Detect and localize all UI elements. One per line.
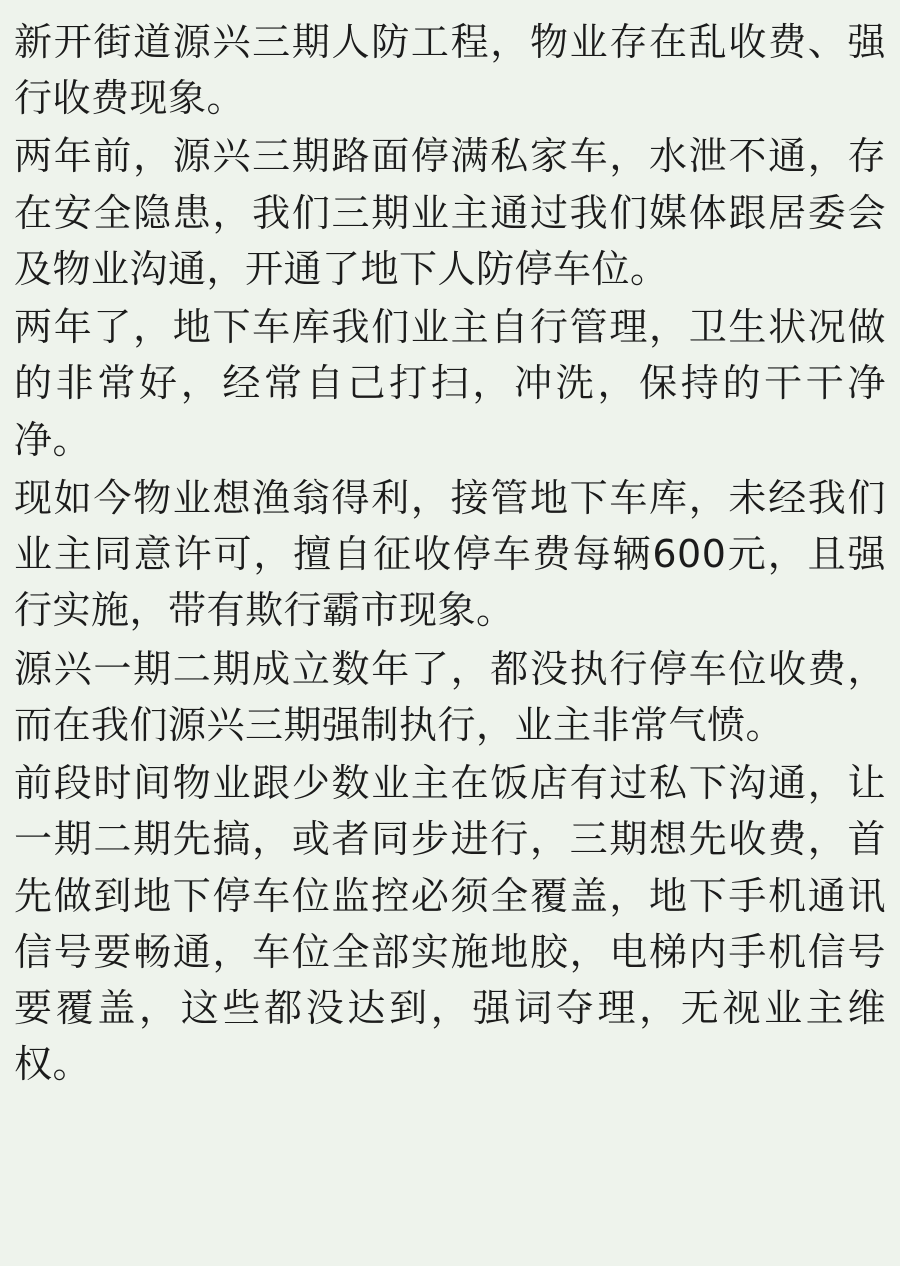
document-body (14, 14, 886, 1092)
paragraph: 新开街道源兴三期人防工程，物业存在乱收费、强行收费现象。 (14, 20, 886, 121)
paragraph: 现如今物业想渔翁得利，接管地下车库，未经我们业主同意许可，擅自征收停车费每辆600元，且强行实施，带有欺行霸市现象。 (14, 475, 886, 633)
paragraph: 两年前，源兴三期路面停满私家车，水泄不通，存在安全隐患，我们三期业主通过我们媒体跟居委会及物业沟通，开通了地下人防停车位。 (14, 134, 886, 291)
paragraph: 源兴一期二期成立数年了，都没执行停车位收费，而在我们源兴三期强制执行，业主非常气愤。 (14, 646, 886, 747)
paragraph: 两年了，地下车库我们业主自行管理，卫生状况做的非常好，经常自己打扫，冲洗，保持的干干净净。 (14, 305, 886, 462)
paragraph: 前段时间物业跟少数业主在饭店有过私下沟通，让一期二期先搞，或者同步进行，三期想先收费，首先做到地下停车位监控必须全覆盖，地下手机通讯信号要畅通，车位全部实施地胶，电梯内手机信号要覆盖，这些都没达到，强词夺理，无视业主维权。 (14, 761, 886, 1087)
